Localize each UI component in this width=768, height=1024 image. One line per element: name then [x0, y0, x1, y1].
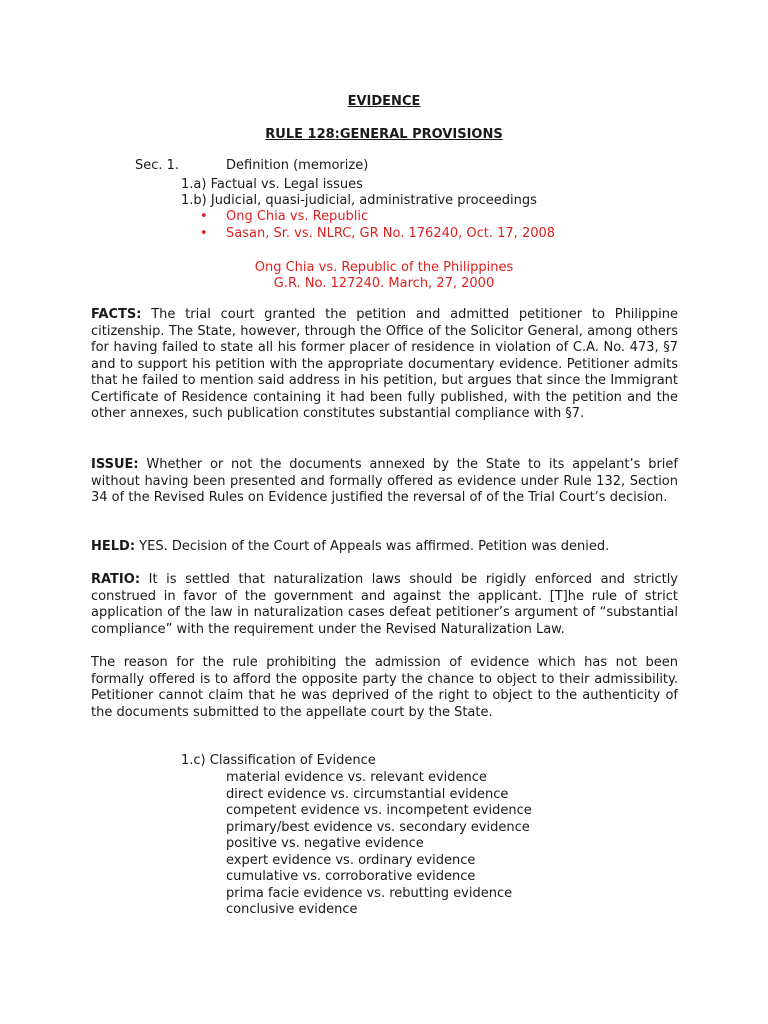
facts-label: FACTS: — [91, 307, 142, 322]
bullet-icon: • — [200, 209, 208, 224]
held-paragraph — [91, 539, 678, 556]
list-item: direct evidence vs. circumstantial evidence — [226, 786, 509, 802]
held-label: HELD: — [91, 539, 136, 554]
ratio-paragraph — [91, 572, 678, 638]
definition-heading: Definition (memorize) — [226, 158, 369, 173]
classification-heading: 1.c) Classification of Evidence — [181, 753, 376, 768]
bullet-icon: • — [200, 226, 208, 241]
section-label: Sec. 1. — [135, 158, 180, 173]
item-1b: 1.b) Judicial, quasi-judicial, administrative proceedings — [181, 193, 537, 208]
issue-label: ISSUE: — [91, 457, 139, 472]
case-bullet: Ong Chia vs. Republic — [226, 209, 369, 224]
list-item: positive vs. negative evidence — [226, 836, 424, 851]
case-title: Ong Chia vs. Republic of the Philippines — [254, 260, 514, 275]
held-text: YES. Decision of the Court of Appeals was affirmed. Petition was denied. — [135, 539, 610, 554]
classification-list — [226, 770, 532, 919]
case-bullet: Sasan, Sr. vs. NLRC, GR No. 176240, Oct. 17, 2008 — [226, 226, 556, 241]
rule-heading: RULE 128:GENERAL PROVISIONS — [265, 127, 503, 142]
list-item: prima facie evidence vs. rebutting evidence — [226, 885, 513, 901]
list-item: competent evidence vs. incompetent evidence — [226, 803, 532, 818]
list-item: primary/best evidence vs. secondary evidence — [226, 819, 530, 835]
facts-text: The trial court granted the petition and admitted petitioner to Philippine citizenship. The State, however, through the Office of the Solicitor General, among others for having failed to state all his former placer of residence in violation of C.A. No. 473, §7 and to support his petition with the appropriate documentary evidence. Petitioner admits that he failed to mention said address in his petition, but argues that since the Immigrant Certificate of Residence containing it had been fully published, with the petition and the other annexes, such publication constitutes substantial compliance with §7. — [91, 307, 678, 421]
reason-paragraph: The reason for the rule prohibiting the admission of evidence which has not been formally offered is to afford the opposite party the chance to object to their admissibility. Petitioner cannot claim that he was deprived of the right to object to the authenticity of the documents submitted to the appellate court by the State. — [91, 655, 678, 720]
issue-paragraph — [91, 457, 678, 507]
case-citation: G.R. No. 127240. March, 27, 2000 — [273, 276, 495, 291]
ratio-text: It is settled that naturalization laws should be rigidly enforced and strictly construed in favor of the government and against the applicant. [T]he rule of strict application of the law in naturalization cases defeat petitioner’s argument of “substantial compliance” with the requirement under the Revised Naturalization Law. — [91, 572, 678, 637]
list-item: cumulative vs. corroborative evidence — [226, 869, 476, 884]
list-item: conclusive evidence — [226, 902, 358, 917]
issue-text: Whether or not the documents annexed by the State to its appelant’s brief without having been presented and formally offered as evidence under Rule 132, Section 34 of the Revised Rules on Evidence justified the reversal of of the Trial Court’s decision. — [91, 457, 678, 505]
facts-paragraph — [91, 307, 678, 423]
document-title: EVIDENCE — [347, 94, 421, 109]
item-1a: 1.a) Factual vs. Legal issues — [181, 177, 363, 192]
list-item: material evidence vs. relevant evidence — [226, 770, 487, 785]
ratio-label: RATIO: — [91, 572, 141, 587]
list-item: expert evidence vs. ordinary evidence — [226, 852, 476, 868]
